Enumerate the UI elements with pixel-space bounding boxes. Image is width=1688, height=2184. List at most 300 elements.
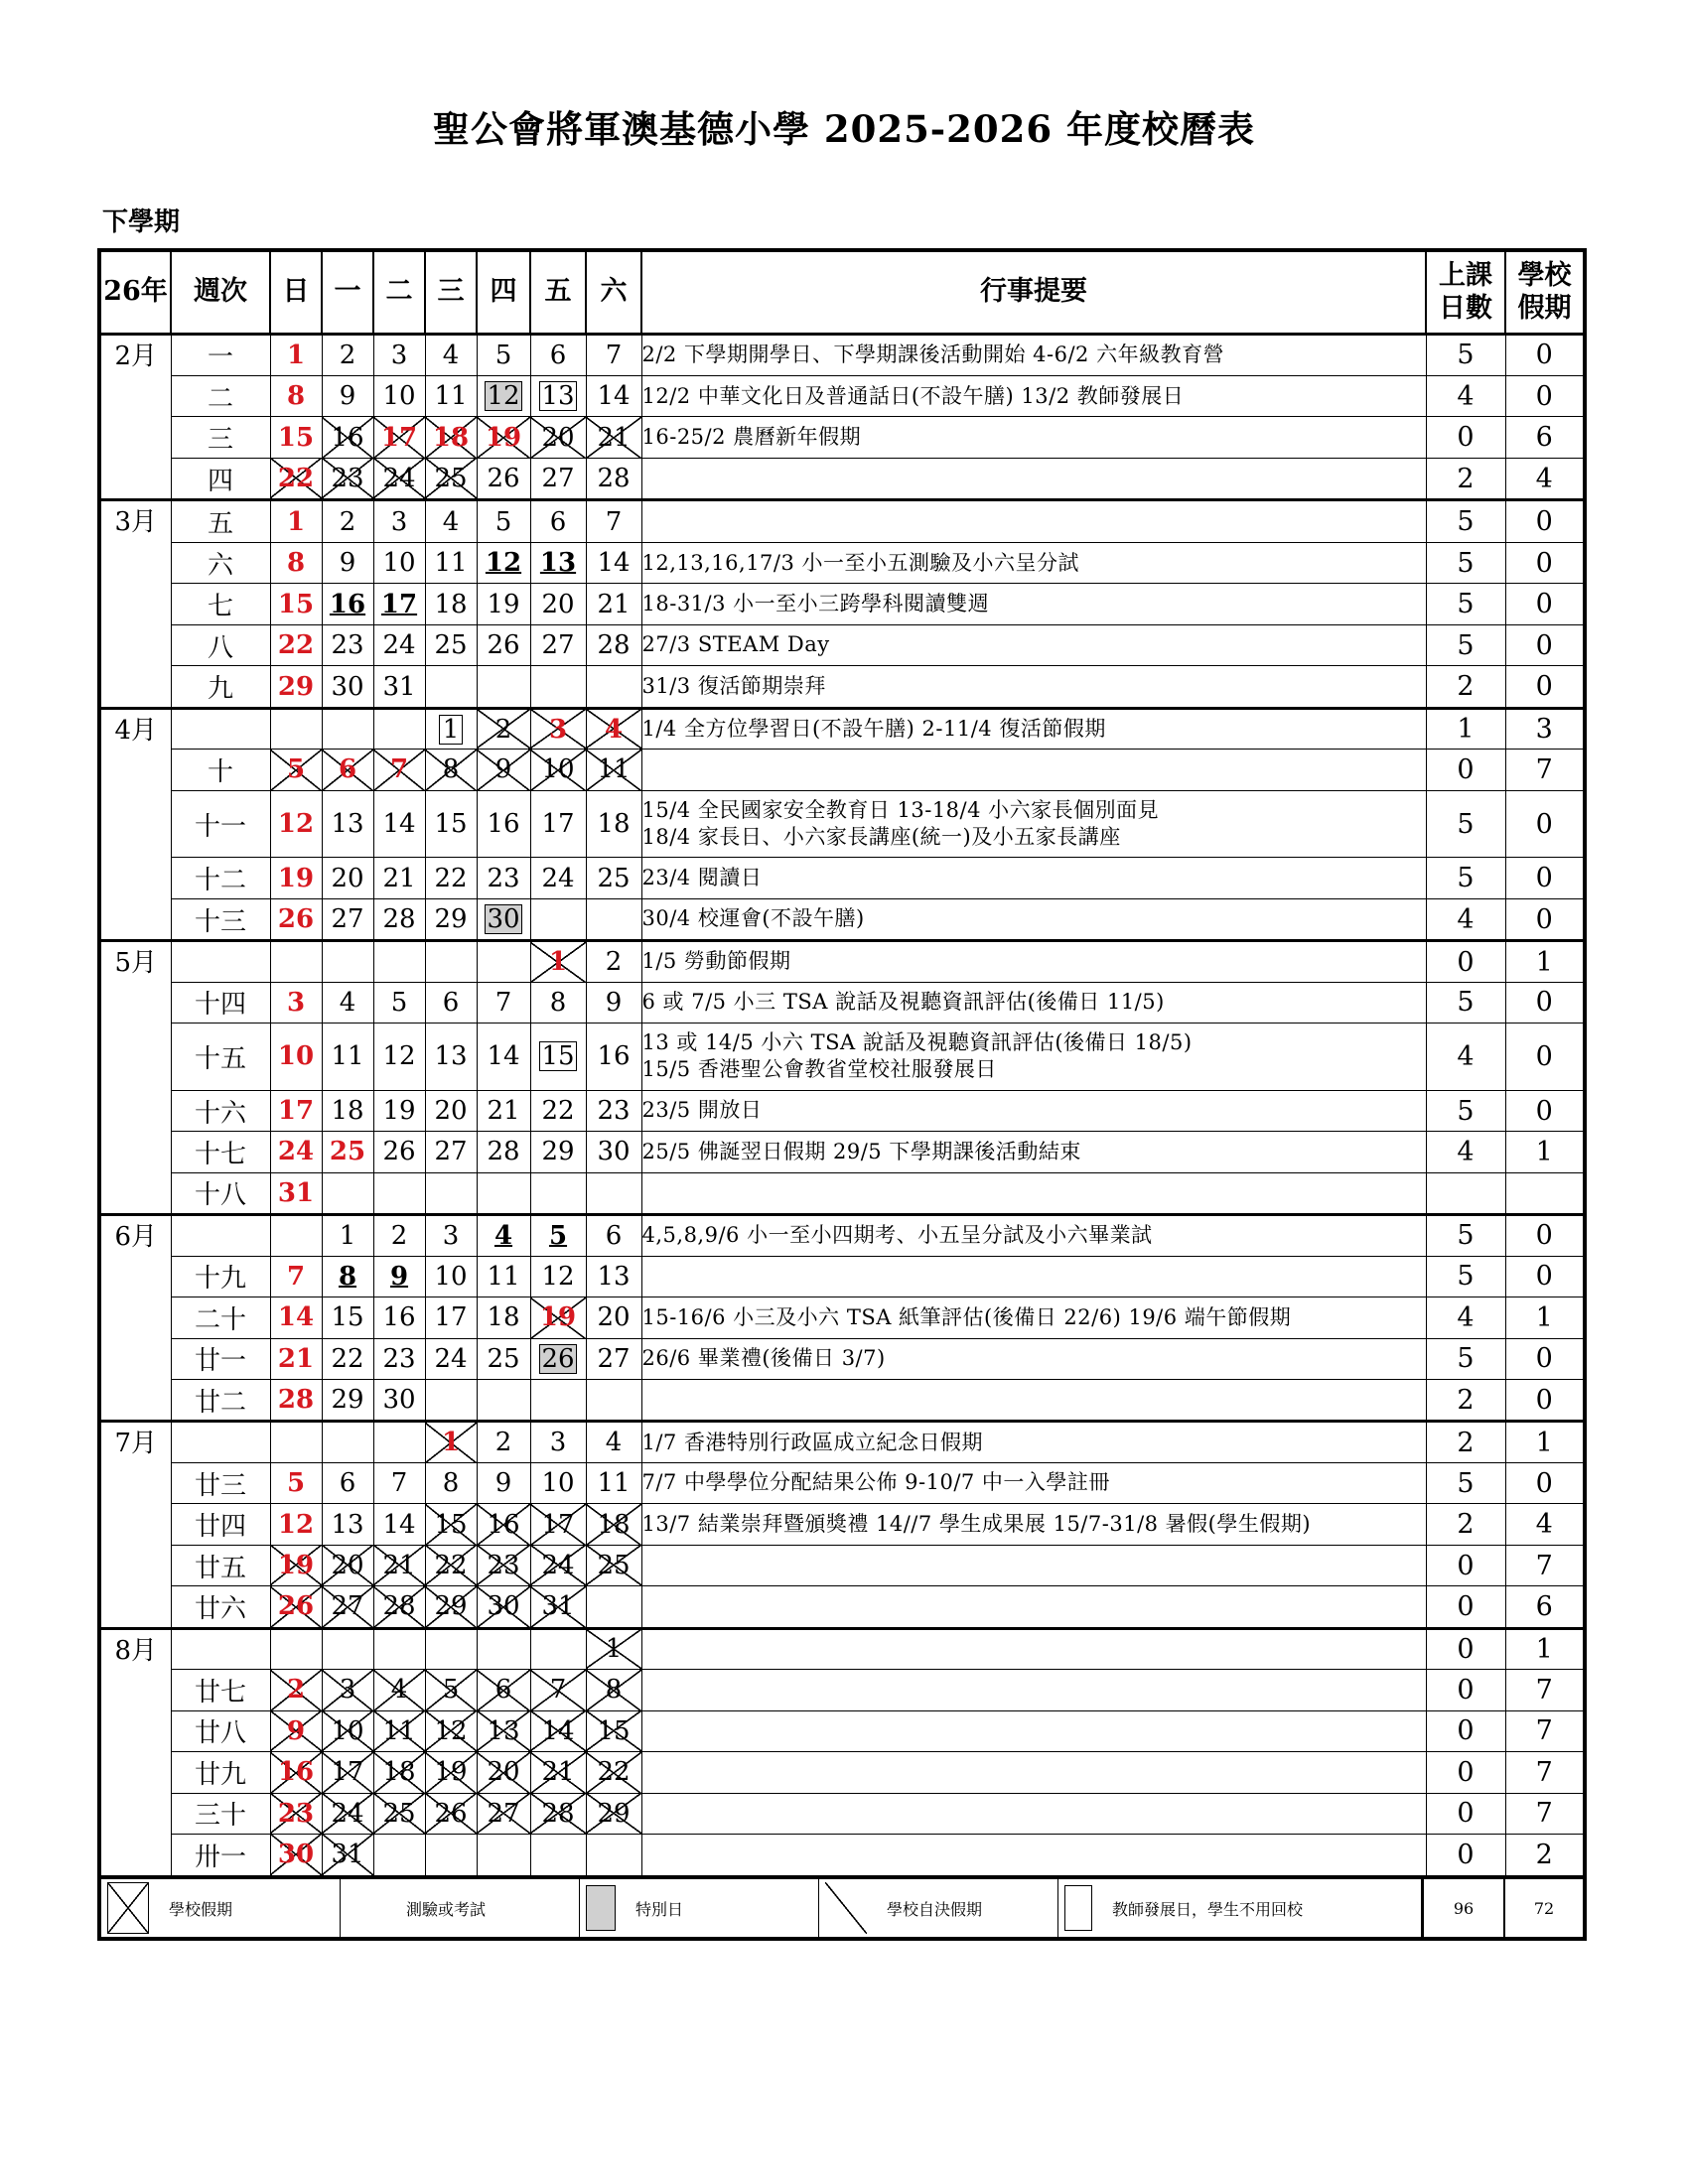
week-number: 一 [171, 334, 270, 376]
event-line: 15/5 香港聖公會教省堂校社服發展日 [641, 1057, 997, 1082]
day-cell [586, 458, 641, 500]
day-number: 7 [605, 506, 623, 537]
class-days-count: 0 [1426, 1752, 1505, 1793]
day-number: 18 [487, 1302, 520, 1333]
day-cell [530, 1670, 586, 1710]
day-cell [586, 1297, 641, 1338]
calendar-header [99, 250, 1585, 334]
day-number: 23 [597, 1096, 631, 1126]
holiday-count: 0 [1505, 500, 1585, 543]
day-cell [373, 1670, 425, 1710]
holiday-count: 1 [1505, 1628, 1585, 1669]
day-cell [425, 1132, 477, 1172]
legend-discretion [819, 1879, 1058, 1937]
week-number: 廿九 [171, 1752, 270, 1793]
day-number: 24 [541, 1551, 575, 1580]
legend-teacher-dev [1058, 1879, 1424, 1937]
day-cell [270, 542, 322, 583]
day-cell [425, 666, 477, 709]
day-cell [425, 1670, 477, 1710]
day-number: 28 [382, 904, 416, 935]
day-number: 28 [597, 630, 631, 661]
class-days-count: 0 [1426, 750, 1505, 790]
day-cell [373, 858, 425, 898]
day-cell [530, 666, 586, 709]
day-number: 19 [539, 1302, 577, 1333]
week-row [99, 790, 1585, 858]
holiday-count: 4 [1505, 1504, 1585, 1545]
event-description [641, 458, 1426, 500]
day-number: 21 [597, 589, 631, 619]
day-cell [477, 1256, 530, 1297]
day-number: 22 [277, 464, 315, 494]
day-number: 27 [331, 904, 364, 935]
day-number: 6 [494, 1675, 512, 1706]
day-cell [322, 1256, 373, 1297]
day-cell [425, 1024, 477, 1091]
day-cell [373, 1172, 425, 1215]
event-description [641, 334, 1426, 376]
event-line: 16-25/2 農曆新年假期 [641, 425, 862, 450]
day-number: 25 [597, 1551, 631, 1580]
day-cell [373, 1422, 425, 1462]
week-row [99, 1586, 1585, 1629]
day-number: 3 [442, 1220, 460, 1251]
day-number: 23 [277, 1798, 315, 1829]
holiday-count [1505, 1172, 1585, 1215]
week-row [99, 376, 1585, 417]
day-number: 22 [277, 630, 315, 661]
gray-box-icon [586, 1885, 616, 1931]
month-label: 2月 [99, 334, 171, 500]
day-cell [322, 542, 373, 583]
week-row [99, 458, 1585, 500]
day-number: 21 [382, 863, 416, 893]
day-cell [477, 1338, 530, 1379]
week-row [99, 1338, 1585, 1379]
day-cell [425, 376, 477, 417]
event-line: 1/7 香港特別行政區成立紀念日假期 [641, 1430, 983, 1454]
day-cell [586, 584, 641, 624]
cross-box-icon [107, 1882, 149, 1934]
event-description [641, 1090, 1426, 1131]
thu-header: 四 [477, 250, 530, 334]
class-days-count: 5 [1426, 1256, 1505, 1297]
day-cell [373, 790, 425, 858]
day-number: 2 [494, 714, 512, 745]
day-cell [477, 898, 530, 941]
day-number: 15 [597, 1715, 631, 1746]
day-cell [322, 1586, 373, 1629]
day-cell [530, 1379, 586, 1422]
day-number: 2 [339, 340, 356, 370]
day-cell [530, 1628, 586, 1669]
day-cell [530, 1834, 586, 1877]
day-number: 3 [339, 1675, 356, 1706]
day-number: 19 [485, 422, 522, 453]
legend-row [99, 1877, 1585, 1939]
day-cell [270, 1710, 322, 1751]
event-description [641, 1586, 1426, 1629]
day-cell [586, 1752, 641, 1793]
day-number: 10 [434, 1261, 468, 1292]
day-number: 16 [597, 1041, 631, 1072]
class-days-count: 0 [1426, 1586, 1505, 1629]
week-number: 十九 [171, 1256, 270, 1297]
day-cell [477, 1710, 530, 1751]
week-row [99, 1024, 1585, 1091]
holiday-count: 6 [1505, 417, 1585, 458]
event-line: 31/3 復活節期崇拜 [641, 673, 826, 698]
day-cell [373, 898, 425, 941]
day-cell [477, 858, 530, 898]
day-number: 30 [487, 904, 520, 935]
day-number: 26 [277, 904, 315, 935]
day-number: 12 [487, 381, 520, 412]
legend-test [341, 1879, 580, 1937]
day-cell [425, 982, 477, 1023]
day-number: 6 [549, 340, 567, 370]
class-days-count [1426, 1172, 1505, 1215]
day-cell [425, 500, 477, 543]
day-cell [477, 666, 530, 709]
class-days-count: 5 [1426, 858, 1505, 898]
day-number: 6 [605, 1220, 623, 1251]
week-row [99, 500, 1585, 543]
day-cell [270, 1215, 322, 1256]
day-number: 1 [286, 340, 306, 370]
week-row [99, 1297, 1585, 1338]
day-number: 25 [487, 1343, 520, 1374]
day-cell [270, 858, 322, 898]
day-cell [322, 1024, 373, 1091]
day-cell [586, 1793, 641, 1834]
day-cell [530, 1338, 586, 1379]
week-number: 五 [171, 500, 270, 543]
day-number: 4 [339, 987, 356, 1018]
class-days-count: 2 [1426, 1422, 1505, 1462]
day-cell [530, 1752, 586, 1793]
week-row [99, 542, 1585, 583]
day-cell [270, 1834, 322, 1877]
week-number: 廿一 [171, 1338, 270, 1379]
day-number: 3 [390, 506, 408, 537]
day-cell [586, 334, 641, 376]
week-row [99, 1422, 1585, 1462]
day-number: 23 [382, 1343, 416, 1374]
day-number: 16 [382, 1302, 416, 1333]
day-cell [425, 1462, 477, 1503]
event-description [641, 1628, 1426, 1669]
day-cell [477, 1670, 530, 1710]
month-label: 4月 [99, 708, 171, 940]
holiday-count: 7 [1505, 750, 1585, 790]
day-cell [425, 1090, 477, 1131]
event-description [641, 1545, 1426, 1585]
day-cell [270, 1670, 322, 1710]
day-cell [477, 1132, 530, 1172]
class-days-count: 2 [1426, 1504, 1505, 1545]
week-number: 八 [171, 624, 270, 665]
event-line: 26/6 畢業禮(後備日 3/7) [641, 1346, 886, 1371]
week-number: 四 [171, 458, 270, 500]
day-cell [270, 982, 322, 1023]
day-cell [477, 417, 530, 458]
holiday-count: 7 [1505, 1793, 1585, 1834]
day-cell [530, 1462, 586, 1503]
day-cell [425, 417, 477, 458]
day-number: 4 [605, 1428, 623, 1458]
event-description [641, 624, 1426, 665]
day-number: 14 [597, 381, 631, 412]
day-cell [270, 1256, 322, 1297]
day-number: 30 [277, 1840, 315, 1870]
day-number: 29 [277, 671, 315, 702]
day-number: 5 [494, 340, 512, 370]
week-number: 七 [171, 584, 270, 624]
day-cell [373, 1710, 425, 1751]
holiday-count: 1 [1505, 941, 1585, 982]
legend-special [580, 1879, 819, 1937]
day-cell [270, 334, 322, 376]
week-number: 二十 [171, 1297, 270, 1338]
day-cell [530, 458, 586, 500]
day-cell [373, 1338, 425, 1379]
week-number: 廿四 [171, 1504, 270, 1545]
event-description [641, 1834, 1426, 1877]
day-cell [477, 1024, 530, 1091]
day-cell [373, 750, 425, 790]
day-number: 6 [442, 987, 460, 1018]
day-cell [373, 982, 425, 1023]
day-cell [530, 1586, 586, 1629]
wed-header: 三 [425, 250, 477, 334]
day-number: 2 [605, 947, 623, 977]
holiday-count: 0 [1505, 1256, 1585, 1297]
day-cell [270, 750, 322, 790]
day-cell [477, 708, 530, 749]
day-number: 25 [434, 464, 468, 494]
day-number: 8 [286, 548, 306, 579]
day-number: 7 [605, 340, 623, 370]
event-description [641, 708, 1426, 749]
week-row [99, 417, 1585, 458]
day-number: 4 [604, 714, 624, 745]
day-number: 7 [494, 987, 512, 1018]
day-number: 29 [434, 904, 468, 935]
day-number: 8 [442, 1468, 460, 1499]
class-days-count: 0 [1426, 1834, 1505, 1877]
day-cell [477, 982, 530, 1023]
holiday-count: 0 [1505, 1462, 1585, 1503]
day-cell [322, 1215, 373, 1256]
day-cell [586, 1172, 641, 1215]
day-cell [270, 417, 322, 458]
day-cell [270, 1422, 322, 1462]
day-cell [477, 941, 530, 982]
day-cell [586, 666, 641, 709]
class-days-count: 5 [1426, 1090, 1505, 1131]
day-number: 13 [539, 548, 577, 579]
holiday-count: 0 [1505, 1215, 1585, 1256]
day-cell [530, 1422, 586, 1462]
day-number: 19 [277, 863, 315, 893]
week-row [99, 1752, 1585, 1793]
week-number: 十五 [171, 1024, 270, 1091]
day-number: 1 [339, 1220, 356, 1251]
day-number: 14 [277, 1302, 315, 1333]
day-number: 20 [541, 422, 575, 453]
day-cell [373, 1545, 425, 1585]
day-cell [322, 1297, 373, 1338]
day-number: 22 [331, 1343, 364, 1374]
day-number: 24 [382, 464, 416, 494]
day-cell [322, 1172, 373, 1215]
week-number: 廿八 [171, 1710, 270, 1751]
day-cell [373, 666, 425, 709]
event-description [641, 1132, 1426, 1172]
week-number [171, 708, 270, 749]
day-cell [586, 982, 641, 1023]
day-number: 26 [277, 1591, 315, 1622]
legend-holiday [101, 1879, 341, 1937]
legend-discretion-label: 學校自決假期 [887, 1899, 983, 1919]
day-cell [477, 542, 530, 583]
week-number: 廿三 [171, 1462, 270, 1503]
day-number: 31 [382, 671, 416, 702]
day-cell [322, 1545, 373, 1585]
event-description [641, 666, 1426, 709]
day-cell [425, 1338, 477, 1379]
day-cell [477, 500, 530, 543]
event-line: 12,13,16,17/3 小一至小五測驗及小六呈分試 [641, 550, 1080, 575]
day-cell [477, 584, 530, 624]
holiday-count: 0 [1505, 898, 1585, 941]
day-cell [373, 500, 425, 543]
day-number: 2 [494, 1428, 512, 1458]
week-row [99, 1379, 1585, 1422]
day-number: 20 [487, 1757, 520, 1788]
day-number: 27 [541, 630, 575, 661]
day-cell [322, 458, 373, 500]
day-cell [425, 790, 477, 858]
day-number: 16 [277, 1757, 315, 1788]
day-number: 5 [494, 506, 512, 537]
week-row [99, 708, 1585, 749]
day-number: 23 [331, 464, 364, 494]
day-cell [530, 542, 586, 583]
event-description [641, 858, 1426, 898]
day-number: 23 [487, 863, 520, 893]
day-cell [373, 1752, 425, 1793]
day-cell [586, 790, 641, 858]
page-title: 聖公會將軍澳基德小學 2025-2026 年度校曆表 [432, 107, 1256, 151]
day-cell [477, 1545, 530, 1585]
day-number: 11 [434, 548, 468, 579]
class-days-count: 5 [1426, 1215, 1505, 1256]
event-description [641, 417, 1426, 458]
day-cell [270, 790, 322, 858]
day-cell [586, 376, 641, 417]
day-number: 29 [597, 1798, 631, 1829]
outline-box-icon [1064, 1885, 1092, 1931]
holiday-count: 0 [1505, 858, 1585, 898]
day-number: 4 [442, 506, 460, 537]
day-cell [530, 750, 586, 790]
day-number: 10 [331, 1715, 364, 1746]
day-number: 9 [494, 754, 512, 785]
day-cell [586, 624, 641, 665]
day-cell [322, 1504, 373, 1545]
month-label: 6月 [99, 1215, 171, 1422]
holiday-count: 7 [1505, 1710, 1585, 1751]
day-cell [270, 1132, 322, 1172]
event-description [641, 1462, 1426, 1503]
day-cell [270, 898, 322, 941]
day-cell [270, 1545, 322, 1585]
total-class-days: 96 [1424, 1879, 1505, 1937]
day-number: 28 [382, 1591, 416, 1622]
day-cell [586, 750, 641, 790]
day-number: 1 [548, 947, 568, 977]
day-cell [322, 334, 373, 376]
day-cell [322, 750, 373, 790]
day-cell [373, 708, 425, 749]
day-number: 15 [541, 1041, 575, 1072]
event-description [641, 1793, 1426, 1834]
legend-holiday-label: 學校假期 [169, 1899, 233, 1919]
week-number [171, 1215, 270, 1256]
day-number: 17 [331, 1757, 364, 1788]
event-description [641, 1379, 1426, 1422]
event-description [641, 898, 1426, 941]
day-number: 27 [597, 1343, 631, 1374]
week-number: 六 [171, 542, 270, 583]
day-number: 5 [390, 987, 408, 1018]
class-days-count: 4 [1426, 1132, 1505, 1172]
day-number: 25 [329, 1137, 366, 1167]
day-number: 18 [331, 1096, 364, 1126]
day-cell [322, 584, 373, 624]
event-description [641, 1172, 1426, 1215]
day-cell [322, 500, 373, 543]
class-days-count: 5 [1426, 1338, 1505, 1379]
day-number: 19 [487, 589, 520, 619]
week-number: 廿七 [171, 1670, 270, 1710]
day-cell [530, 1256, 586, 1297]
day-cell [425, 458, 477, 500]
day-number: 29 [331, 1385, 364, 1416]
day-cell [322, 1752, 373, 1793]
day-cell [373, 376, 425, 417]
event-line: 13/7 結業崇拜暨頒獎禮 14//7 學生成果展 15/7-31/8 暑假(學生假期) [641, 1511, 1312, 1536]
event-description [641, 542, 1426, 583]
day-number: 9 [494, 1468, 512, 1499]
day-number: 17 [277, 1096, 315, 1126]
week-number: 廿五 [171, 1545, 270, 1585]
day-number: 19 [382, 1096, 416, 1126]
day-number: 14 [597, 548, 631, 579]
day-cell [373, 1024, 425, 1091]
day-number: 8 [442, 754, 460, 785]
day-number: 6 [339, 1468, 356, 1499]
week-number: 九 [171, 666, 270, 709]
class-days-count: 0 [1426, 1628, 1505, 1669]
day-number: 7 [390, 1468, 408, 1499]
holiday-count: 1 [1505, 1422, 1585, 1462]
day-cell [530, 1132, 586, 1172]
day-cell [322, 1338, 373, 1379]
